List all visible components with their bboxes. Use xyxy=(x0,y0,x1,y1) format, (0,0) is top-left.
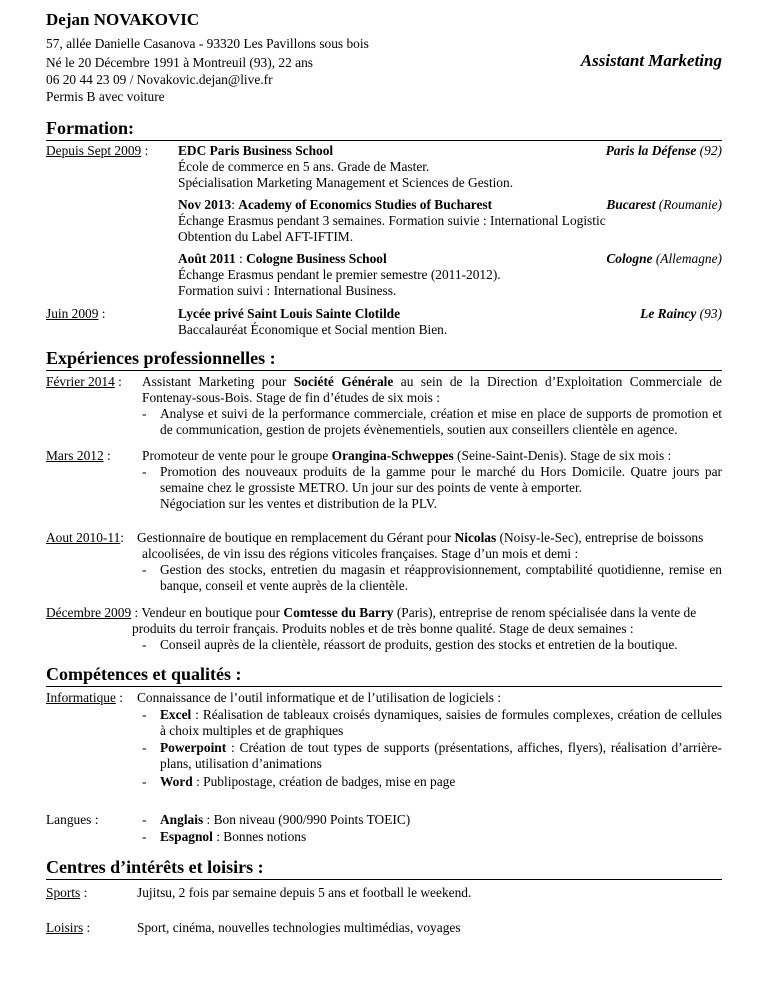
formation-place-4: Le Raincy (93) xyxy=(640,306,722,321)
competence-dash: - xyxy=(142,740,147,755)
formation-school-2: Nov 2013: Academy of Economics Studies of Bucharest xyxy=(178,197,493,212)
driving-license: Permis B avec voiture xyxy=(46,89,165,104)
formation-detail: Baccalauréat Économique et Social mention Bien. xyxy=(178,322,448,337)
section-title-formation: Formation: xyxy=(46,118,134,138)
language-english: Anglais : Bon niveau (900/990 Points TOEIC) xyxy=(160,812,411,827)
exp-bullet-dash: - xyxy=(142,562,147,577)
job-title: Assistant Marketing xyxy=(580,51,722,70)
section-rule xyxy=(46,140,722,141)
address: 57, allée Danielle Casanova - 93320 Les Pavillons sous bois xyxy=(46,36,369,51)
exp-bullet-4: Conseil auprès de la clientèle, réassort de produits, gestion des stocks et entretien de la boutique. xyxy=(160,637,678,652)
competence-powerpoint: Powerpoint : Création de tout types de supports (présentations, affiches, flyers), réalisation d’arrière-plans, utilisation d’animations xyxy=(160,740,722,771)
section-rule xyxy=(46,370,722,371)
section-title-experiences: Expériences professionnelles : xyxy=(46,348,276,368)
exp-bullet-dash: - xyxy=(142,406,147,421)
exp-bullet-dash: - xyxy=(142,464,147,479)
exp-desc-3: Gestionnaire de boutique en remplacement du Gérant pour Nicolas (Noisy-le-Sec), entreprise de boissons xyxy=(137,530,704,545)
language-spanish: Espagnol : Bonnes notions xyxy=(160,829,307,844)
exp-extra-2: Négociation sur les ventes et distribution de la PLV. xyxy=(160,496,438,511)
section-rule xyxy=(46,686,722,687)
competence-dash: - xyxy=(142,707,147,722)
formation-school-3: Août 2011 : Cologne Business School xyxy=(178,251,387,266)
formation-date-1: Depuis Sept 2009 : xyxy=(46,143,149,158)
competence-label-info: Informatique : xyxy=(46,690,123,705)
candidate-name: Dejan NOVAKOVIC xyxy=(46,10,200,29)
formation-detail: Obtention du Label AFT-IFTIM. xyxy=(178,229,354,244)
exp-desc-1: Assistant Marketing pour Société Générale au sein de la Direction d’Exploitation Commerciale de Fontenay-sous-Bois. Stage de fin d’études de six mois : xyxy=(142,374,722,405)
formation-date-4: Juin 2009 : xyxy=(46,306,106,321)
competence-dash: - xyxy=(142,829,147,844)
formation-detail: École de commerce en 5 ans. Grade de Master. xyxy=(178,159,430,174)
formation-place-1: Paris la Défense (92) xyxy=(605,143,722,158)
exp-date-3: Aout 2010-11: xyxy=(46,530,124,545)
birth-info: Né le 20 Décembre 1991 à Montreuil (93), 22 ans xyxy=(46,55,313,70)
section-title-loisirs: Centres d’intérêts et loisirs : xyxy=(46,857,264,877)
exp-bullet-2: Promotion des nouveaux produits de la gamme pour le marché du Hors Domicile. Quatre jours par semaine chez le grossiste METRO. Un jour sur des points de vente à emporter. xyxy=(160,464,722,495)
formation-school-1: EDC Paris Business School xyxy=(178,143,334,158)
formation-detail: Échange Erasmus pendant le premier semestre (2011-2012). xyxy=(178,267,501,282)
competence-excel: Excel : Réalisation de tableaux croisés dynamiques, saisies de formules complexes, création de cellules à choix multiples et de graphiques xyxy=(160,707,722,738)
section-rule xyxy=(46,879,722,880)
formation-place-2: Bucarest (Roumanie) xyxy=(606,197,722,212)
exp-desc-3-line2: alcoolisées, de vin issu des régions viticoles françaises. Stage d’un mois et demi : xyxy=(142,546,579,561)
exp-date-2: Mars 2012 : xyxy=(46,448,111,463)
sports-text: Jujitsu, 2 fois par semaine depuis 5 ans et football le weekend. xyxy=(137,885,472,900)
competence-intro: Connaissance de l’outil informatique et de l’utilisation de logiciels : xyxy=(137,690,502,705)
exp-desc-2: Promoteur de vente pour le groupe Orangina-Schweppes (Seine-Saint-Denis). Stage de six mois : xyxy=(142,448,672,463)
competence-dash: - xyxy=(142,774,147,789)
contact-info: 06 20 44 23 09 / Novakovic.dejan@live.fr xyxy=(46,72,273,87)
loisirs-text: Sport, cinéma, nouvelles technologies multimédias, voyages xyxy=(137,920,461,935)
exp-date-1: Février 2014 : xyxy=(46,374,122,389)
sports-label: Sports : xyxy=(46,885,88,900)
formation-detail: Spécialisation Marketing Management et Sciences de Gestion. xyxy=(178,175,514,190)
formation-detail: Formation suivi : International Business. xyxy=(178,283,397,298)
exp-bullet-1: Analyse et suivi de la performance commerciale, création et mise en place de supports de promotion et de communication, gestion de projets évènementiels, soutien aux conseillers clientèle en agence. xyxy=(160,406,722,437)
formation-place-3: Cologne (Allemagne) xyxy=(606,251,722,266)
exp-bullet-3: Gestion des stocks, entretien du magasin et réapprovisionnement, comptabilité quotidienne, remise en banque, conseil et vente auprès de la clientèle. xyxy=(160,562,722,593)
formation-school-4: Lycée privé Saint Louis Sainte Clotilde xyxy=(178,306,401,321)
exp-desc-4-line2: produits du terroir français. Produits nobles et de très bonne qualité. Stage de deux semaines : xyxy=(132,621,634,636)
competence-label-langues: Langues : xyxy=(46,812,99,827)
exp-bullet-dash: - xyxy=(142,637,147,652)
exp-line-4: Décembre 2009 : Vendeur en boutique pour Comtesse du Barry (Paris), entreprise de renom spécialisée dans la vente de xyxy=(46,605,697,620)
section-title-competences: Compétences et qualités : xyxy=(46,664,242,684)
competence-word: Word : Publipostage, création de badges, mise en page xyxy=(160,774,456,789)
loisirs-label: Loisirs : xyxy=(46,920,91,935)
competence-dash: - xyxy=(142,812,147,827)
formation-detail: Échange Erasmus pendant 3 semaines. Formation suivie : International Logistic xyxy=(178,213,606,228)
